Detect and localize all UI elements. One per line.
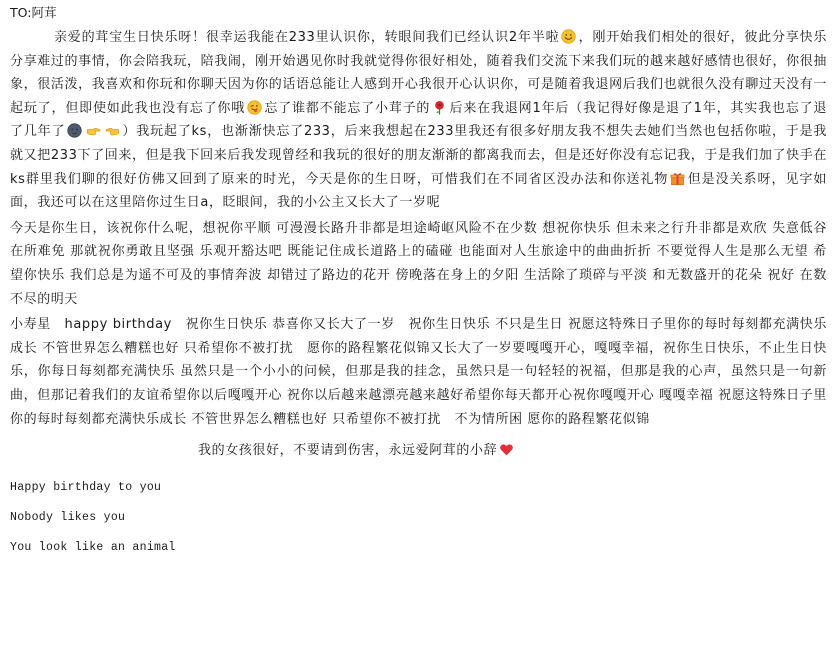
rose-emoji-icon bbox=[432, 100, 447, 115]
paragraph-2: 今天是你生日，该祝你什么呢，想祝你平顺 可漫漫长路升非都是坦途崎岖风险不在少数 想祝你快乐 但未来之行升非都是欢欣 失意低谷在所难免 那就祝你勇敢且坚强 乐观开豁达吧 既能记住成长道路上的磕碰 也能面对人生旅途中的曲曲折折 不要觉得人生是那么无望 希望你快乐 我们总是为遥不可及的事情奔波 却错过了路边的花开 傍晚落在身上的夕阳 生活除了琐碎与平淡 和无数盛开的花朵 祝好 在数不尽的明天 bbox=[10, 220, 827, 307]
pointing-left-hand-emoji-icon bbox=[105, 123, 120, 138]
paragraph-1 bbox=[10, 26, 827, 215]
smiling-face-emoji-icon bbox=[561, 29, 576, 44]
paragraph-1-part-6: 但是没关系呀，见字如面，我还可以在这里陪你过生日a，眨眼间，我的小公主又长大了一岁呢 bbox=[10, 171, 827, 211]
gift-emoji-icon bbox=[670, 171, 685, 186]
recipient-line: TO:阿茸 bbox=[10, 5, 57, 20]
paragraph-1-part-3: 忘了谁都不能忘了小茸子的 bbox=[264, 100, 431, 116]
paragraph-1-part-5: ）我玩起了ks，也渐渐快忘了233，后来我想起在233里我还有很多好朋友我不想失去她们当然也包括你啦，于是我就又把233下了回来，但是我下回来后我发现曾经和我玩的很好的朋友渐渐的都离我而去，但是还好你没有忘记我，于是我们加了快手在ks群里我们聊的很好仿佛又回到了原来的时光，今天是你的生日呀，可惜我们在不同省区没办法和你送礼物 bbox=[10, 124, 828, 187]
new-moon-face-emoji-icon bbox=[67, 123, 82, 138]
pointing-right-hand-emoji-icon bbox=[86, 123, 101, 138]
paragraph-1-part-2: ，刚开始我们相处的很好，彼此分享快乐分享难过的事情，你会陪我玩，陪我闹，刚开始遇见你时我就觉得你很好相处，随着我们交流下来我们玩的越来越好感情也很好，你很抽象，很活泼，我喜欢和你玩和你聊天因为你的话语总能让人感到开心我很开心认识你，可是随着我退网后我们也就很久没有聊过天没有一起玩了，但即使如此我也没有忘了你哦 bbox=[10, 30, 827, 116]
paragraph-1-part-4: 后来在我退网1年后（我记得好像是退了1年，其实我也忘了退了几年了 bbox=[10, 100, 828, 140]
red-heart-emoji-icon bbox=[499, 442, 514, 457]
english-line-3: You look like an animal bbox=[10, 541, 176, 555]
winking-tongue-face-emoji-icon bbox=[247, 100, 262, 115]
paragraph-3: 小寿星 happy birthday 祝你生日快乐 恭喜你又长大了一岁 祝你生日快乐 不只是生日 祝愿这特殊日子里你的每时每刻都充满快乐成长 不管世界怎么糟糕也好 只希望你不被打扰 愿你的路程繁花似锦又长大了一岁要嘎嘎开心，嘎嘎幸福，祝你生日快乐，不止生日快乐，你每日每刻都充满快乐 虽然只是一个小小的问候，但那是我的挂念，虽然只是一句轻轻的祝福，但那是我的心声，虽然只是一句新曲，但那记着我们的友谊希望你以后嘎嘎开心 祝你以后越来越漂亮越来越好希望你每天都开心祝你嘎嘎开心 嘎嘎幸福 祝愿这特殊日子里 你的每时每刻都充满快乐成长 不管世界怎么糟糕也好 只希望你不被打扰 不为情所困 愿你的路程繁花似锦 bbox=[10, 317, 827, 427]
english-line-2: Nobody likes you bbox=[10, 511, 126, 525]
paragraph-1-part-1: 亲爱的茸宝生日快乐呀！很幸运我能在233里认识你，转眼间我们已经认识2年半啦 bbox=[54, 30, 560, 45]
english-line-1: Happy birthday to you bbox=[10, 481, 162, 495]
signoff-line bbox=[10, 439, 827, 463]
signoff-text: 我的女孩很好，不要请到伤害，永远爱阿茸的小辞 bbox=[198, 443, 498, 459]
